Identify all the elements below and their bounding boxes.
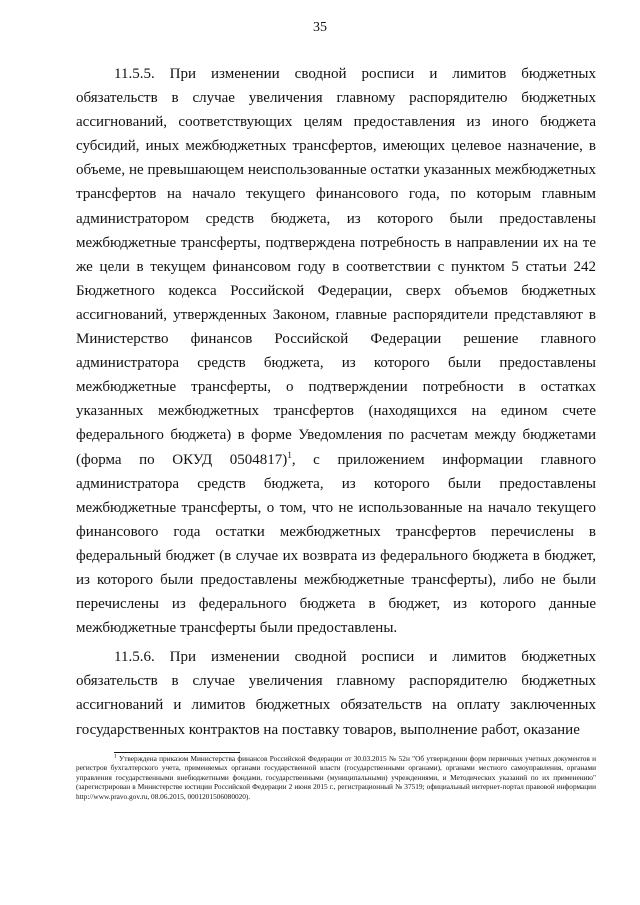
footnote — [76, 754, 596, 801]
paragraph-text: 11.5.5. При изменении сводной росписи и лимитов бюджетных обязательств в случае увеличения главному распорядителю бюджетных ассигнований, соответствующих целям предоставления из иного бюджета субсидий, иных межбюджетных трансфертов, имеющих целевое назначение, в объеме, не превышающем неиспользованные остатки указанных межбюджетных трансфертов на начало текущего финансового года, по которым главным администратором средств бюджета, из которого были предоставлены межбюджетные трансферты, подтверждена потребность в направлении их на те же цели в текущем финансовом году в соответствии с пунктом 5 статьи 242 Бюджетного кодекса Российской Федерации, сверх объемов бюджетных ассигнований, утвержденных Законом, главные распорядители представляют в Министерство финансов Российской Федерации решение главного администратора средств бюджета, из которого были предоставлены межбюджетные трансферты, о подтверждении потребности в остатках указанных межбюджетных трансфертов (находящихся на едином счете федерального бюджета) в форме Уведомления по расчетам между бюджетами (форма по ОКУД 0504817) — [76, 66, 596, 468]
body-text — [76, 62, 596, 742]
paragraph-11-5-6: 11.5.6. При изменении сводной росписи и лимитов бюджетных обязательств в случае увеличения главному распорядителю бюджетных ассигнований и лимитов бюджетных обязательств на оплату заключенных государственных контрактов на поставку товаров, выполнение работ, оказание — [76, 649, 596, 738]
footnote-text: Утверждена приказом Министерства финансов Российской Федерации от 30.03.2015 № 52н "Об утверждении форм первичных учетных документов и регистров бухгалтерского учета, применяемых органами государственной власти (государственными органами), органами местного самоуправления, органами управления государственными внебюджетными фондами, государственными (муниципальными) учреждениями, и Методических указаний по их применению" (зарегистрирован в Министерстве юстиции Российской Федерации 2 июня 2015 г., регистрационный № 37519; официальный интернет-портал правовой информации http://www.pravo.gov.ru, 08.06.2015, 0001201506080020). — [76, 754, 596, 801]
paragraph-text-continued: , с приложением информации главного администратора средств бюджета, из которого были предоставлены межбюджетные трансферты, о том, что не использованные на начало текущего финансового года остатки межбюджетных трансфертов перечислены в федеральный бюджет (в случае их возврата из федерального бюджета в бюджет, из которого были предоставлены межбюджетные трансферты), либо не были перечислены из федерального бюджета в бюджет, из которого данные межбюджетные трансферты были предоставлены. — [76, 451, 597, 637]
footnote-reference[interactable]: 1 — [287, 449, 292, 460]
page-number: 35 — [313, 20, 327, 35]
paragraph-11-5-5 — [76, 62, 596, 640]
footnote-separator — [114, 752, 240, 753]
footnote-marker: 1 — [114, 753, 117, 760]
